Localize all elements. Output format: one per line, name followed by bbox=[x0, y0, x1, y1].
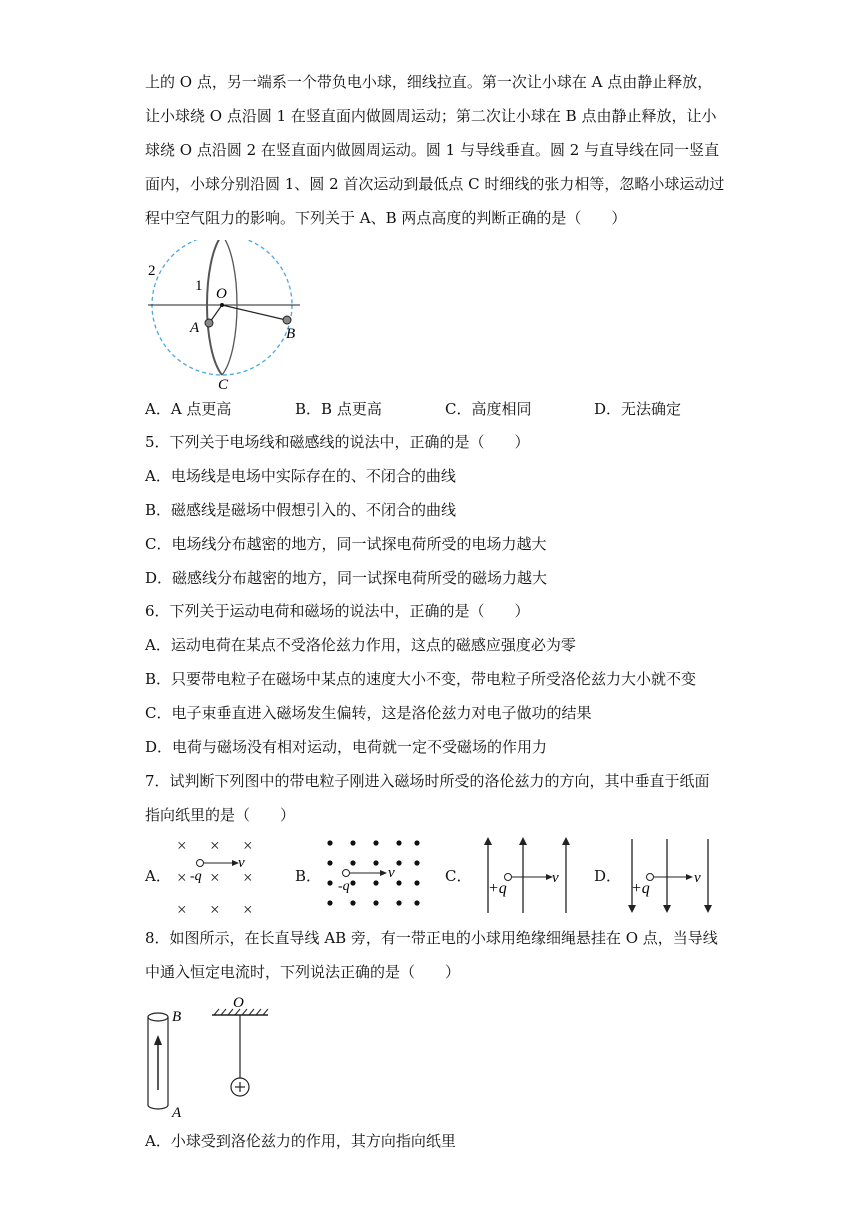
q4-option-d[interactable]: D．无法确定 bbox=[594, 400, 682, 418]
q8-label-A: A bbox=[172, 1105, 182, 1120]
q4-label-2: 2 bbox=[148, 263, 156, 279]
q6-option-d[interactable]: D．电荷与磁场没有相对运动，电荷就一定不受磁场的作用力 bbox=[145, 738, 548, 756]
q7-stem-1: 7．试判断下列图中的带电粒子刚进入磁场时所受的洛伦兹力的方向，其中垂直于纸面 bbox=[145, 772, 710, 790]
svg-text:×: × bbox=[243, 868, 253, 887]
svg-text:×: × bbox=[177, 900, 187, 919]
q4-label-C: C bbox=[218, 377, 229, 393]
q4-option-a[interactable]: A．A 点更高 bbox=[145, 400, 232, 418]
q7-d-charge: +q bbox=[631, 880, 650, 897]
q4-line-3: 球绕 O 点沿圆 2 在竖直面内做圆周运动。圆 1 与导线垂直。圆 2 与直导线在同一竖直 bbox=[145, 141, 720, 159]
q8-option-a[interactable]: A．小球受到洛伦兹力的作用，其方向指向纸里 bbox=[145, 1132, 456, 1150]
svg-text:×: × bbox=[177, 836, 187, 855]
svg-text:×: × bbox=[243, 900, 253, 919]
q7-c-velocity: v bbox=[552, 870, 559, 886]
q8-label-B: B bbox=[172, 1009, 182, 1025]
svg-text:×: × bbox=[243, 836, 253, 855]
q4-line-2: 让小球绕 O 点沿圆 1 在竖直面内做圆周运动；第二次让小球在 B 点由静止释放，让小 bbox=[145, 107, 717, 125]
q8-figure bbox=[140, 995, 280, 1120]
q5-option-b[interactable]: B．磁感线是磁场中假想引入的、不闭合的曲线 bbox=[145, 501, 457, 519]
q7-option-c[interactable]: C． bbox=[445, 867, 472, 885]
q7-b-velocity: v bbox=[388, 865, 395, 881]
q7-option-a[interactable]: A． bbox=[145, 867, 171, 885]
q4-option-b[interactable]: B．B 点更高 bbox=[295, 400, 382, 418]
q4-label-O: O bbox=[216, 286, 227, 302]
q4-label-A: A bbox=[190, 320, 200, 336]
q7-figure-b bbox=[320, 835, 425, 915]
q4-figure bbox=[140, 240, 310, 395]
q7-d-velocity: v bbox=[694, 870, 701, 886]
q4-line-4: 面内，小球分别沿圆 1、圆 2 首次运动到最低点 C 时细线的张力相等，忽略小球运动过 bbox=[145, 175, 725, 193]
q5-option-d[interactable]: D．磁感线分布越密的地方，同一试探电荷所受的磁场力越大 bbox=[145, 569, 548, 587]
q4-label-1: 1 bbox=[195, 278, 203, 294]
q7-figure-a bbox=[170, 835, 265, 920]
q4-line-5: 程中空气阻力的影响。下列关于 A、B 两点高度的判断正确的是（ ） bbox=[145, 209, 627, 227]
q4-line-1: 上的 O 点，另一端系一个带负电小球，细线拉直。第一次让小球在 A 点由静止释放， bbox=[145, 73, 713, 91]
svg-text:×: × bbox=[210, 836, 220, 855]
q6-option-a[interactable]: A．运动电荷在某点不受洛伦兹力作用，这点的磁感应强度必为零 bbox=[145, 636, 576, 654]
q8-stem-2: 中通入恒定电流时，下列说法正确的是（ ） bbox=[145, 963, 461, 981]
q5-option-a[interactable]: A．电场线是电场中实际存在的、不闭合的曲线 bbox=[145, 467, 456, 485]
q4-option-c[interactable]: C．高度相同 bbox=[445, 400, 532, 418]
q7-figure-d bbox=[622, 835, 722, 915]
q5-stem: 5．下列关于电场线和磁感线的说法中，正确的是（ ） bbox=[145, 433, 530, 451]
q7-a-charge: -q bbox=[190, 869, 202, 884]
svg-text:×: × bbox=[177, 868, 187, 887]
q6-stem: 6．下列关于运动电荷和磁场的说法中，正确的是（ ） bbox=[145, 602, 530, 620]
q7-stem-2: 指向纸里的是（ ） bbox=[145, 806, 296, 824]
q7-figure-c bbox=[478, 835, 578, 915]
q6-option-c[interactable]: C．电子束垂直进入磁场发生偏转，这是洛伦兹力对电子做功的结果 bbox=[145, 704, 592, 722]
q7-option-b[interactable]: B． bbox=[295, 867, 322, 885]
q7-a-velocity: v bbox=[238, 855, 245, 871]
svg-text:×: × bbox=[210, 900, 220, 919]
q4-label-B: B bbox=[286, 326, 296, 342]
q6-option-b[interactable]: B．只要带电粒子在磁场中某点的速度大小不变，带电粒子所受洛伦兹力大小就不变 bbox=[145, 670, 697, 688]
q8-label-O: O bbox=[233, 995, 244, 1011]
q7-option-d[interactable]: D． bbox=[594, 867, 622, 885]
q8-stem-1: 8．如图所示，在长直导线 AB 旁，有一带正电的小球用绝缘细绳悬挂在 O 点，当导线 bbox=[145, 929, 718, 947]
q5-option-c[interactable]: C．电场线分布越密的地方，同一试探电荷所受的电场力越大 bbox=[145, 535, 547, 553]
svg-text:×: × bbox=[210, 868, 220, 887]
q7-b-charge: -q bbox=[338, 879, 350, 894]
q7-c-charge: +q bbox=[488, 880, 507, 897]
